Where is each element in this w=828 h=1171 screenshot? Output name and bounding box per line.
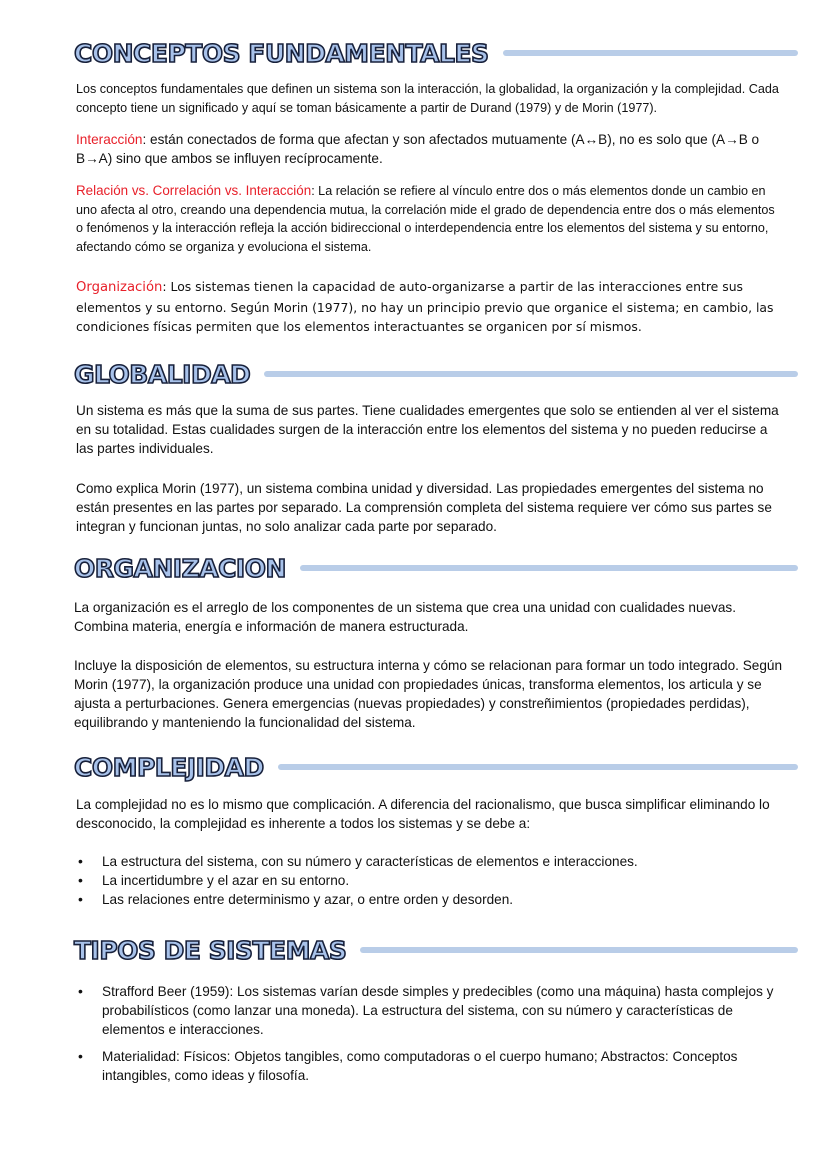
list-item: • La estructura del sistema, con su número y características de elementos e interacciones. [76,852,784,871]
tipos-list [76,982,784,1085]
heading-tipos-title: TIPOS DE SISTEMAS [74,935,347,965]
organizacion-label: Organización [76,280,163,295]
heading-complejidad-title: COMPLEJIDAD [74,752,264,782]
heading-conceptos [74,36,798,70]
list-item: • Strafford Beer (1959): Los sistemas varían desde simples y predecibles (como una máquina) hasta complejos y probabilísticos (como lanzar una moneda). La estructura del sistema, con su número y características de elementos e interacciones. [76,982,784,1039]
interaccion-paragraph [76,130,782,168]
heading-globalidad [74,357,798,391]
heading-globalidad-title: GLOBALIDAD [74,359,251,389]
list-item: • Materialidad: Físicos: Objetos tangibles, como computadoras o el cuerpo humano; Abstractos: Conceptos intangibles, como ideas y filosofía. [76,1047,784,1085]
relacion-paragraph [76,182,782,256]
globalidad-p2: Como explica Morin (1977), un sistema combina unidad y diversidad. Las propiedades emergentes del sistema no están presentes en las partes por separado. La comprensión completa del sistema requiere ver cómo sus partes se integran y funcionan juntas, no solo analizar cada parte por separado. [76,481,772,534]
organizacion-text: : Los sistemas tienen la capacidad de auto-organizarse a partir de las interacciones entre sus elementos y su entorno. Según Morin (1977), no hay un principio previo que organice el sistema; en cambio, las condiciones físicas permiten que los elementos interactuantes se organicen por sí mismos. [76,279,774,334]
organizacion-paragraph [76,277,782,337]
heading-organizacion-title: ORGANIZACION [74,553,286,583]
complejidad-list [76,852,784,909]
heading-rule [503,50,798,56]
globalidad-p1: Un sistema es más que la suma de sus partes. Tiene cualidades emergentes que solo se entienden al ver el sistema en su totalidad. Estas cualidades surgen de la interacción entre los elementos del sistema y no pueden reducirse a las partes individuales. [76,403,779,456]
heading-complejidad [74,750,798,784]
relacion-text: : La relación se refiere al vínculo entre dos o más elementos donde un cambio en uno afecta al otro, creando una dependencia mutua, la correlación mide el grado de dependencia entre dos o más elementos o fenómenos y la interacción refleja la acción bidireccional o interdependencia entre los elementos del sistema y su entorno, afectando cómo se organiza y evoluciona el sistema. [76,184,775,254]
conceptos-intro: Los conceptos fundamentales que definen un sistema son la interacción, la globalidad, la organización y la complejidad. Cada concepto tiene un significado y aquí se toman básicamente a partir de Durand (1979) y de Morin (1977). [76,82,779,115]
heading-rule [264,371,798,377]
interaccion-label: Interacción [76,132,143,147]
heading-tipos [74,933,798,967]
heading-rule [360,947,798,953]
organizacion-p2: Incluye la disposición de elementos, su estructura interna y cómo se relacionan para formar un todo integrado. Según Morin (1977), la organización produce una unidad con propiedades únicas, transforma elementos, los articula y se ajusta a perturbaciones. Genera emergencias (nuevas propiedades) y constreñimientos (propiedades perdidas), equilibrando y manteniendo la funcionalidad del sistema. [74,658,783,730]
heading-rule [300,565,798,571]
heading-conceptos-title: CONCEPTOS FUNDAMENTALES [74,38,489,68]
organizacion-p1: La organización es el arreglo de los componentes de un sistema que crea una unidad con cualidades nuevas. Combina materia, energía e información de manera estructurada. [74,600,736,634]
list-item: • Las relaciones entre determinismo y azar, o entre orden y desorden. [76,890,784,909]
interaccion-text: : están conectados de forma que afectan y son afectados mutuamente (A↔B), no es solo que (A→B o B→A) sino que ambos se influyen recíprocamente. [76,132,760,166]
list-item: • La incertidumbre y el azar en su entorno. [76,871,784,890]
complejidad-p1: La complejidad no es lo mismo que complicación. A diferencia del racionalismo, que busca simplificar eliminando lo desconocido, la complejidad es inherente a todos los sistemas y se debe a: [76,797,770,831]
heading-rule [278,764,798,770]
heading-organizacion [74,551,798,585]
relacion-label: Relación vs. Correlación vs. Interacción [76,183,312,198]
